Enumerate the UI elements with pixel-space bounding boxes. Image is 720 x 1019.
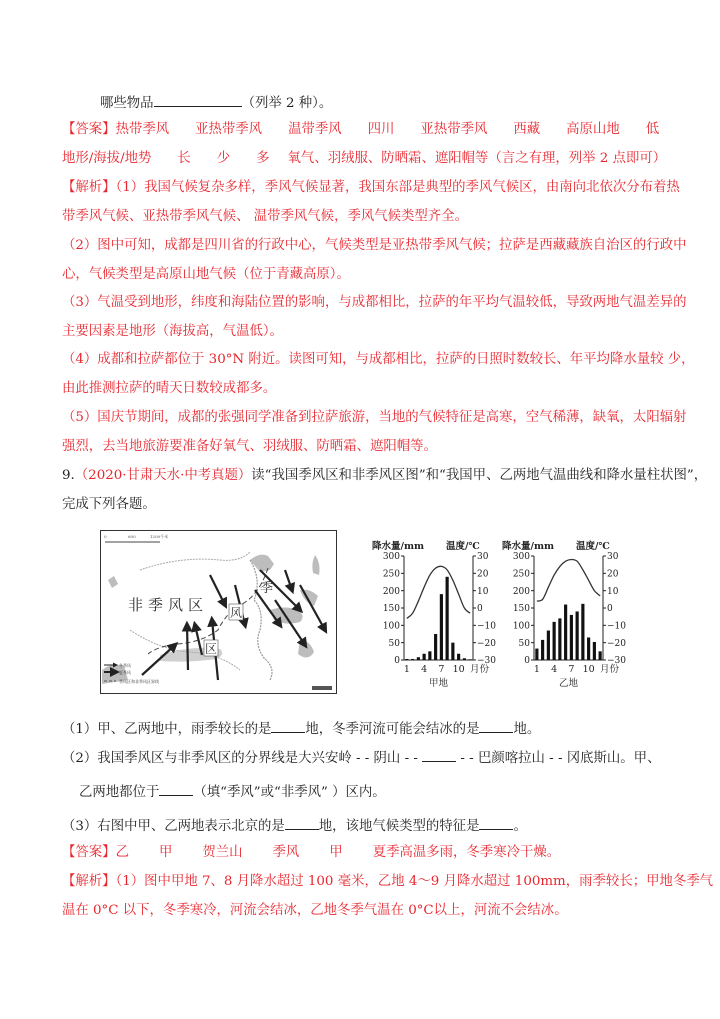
legend-winter-monsoon: 冬季风 — [119, 663, 131, 668]
x-tick-label: 1 — [533, 664, 540, 675]
answer-item: 少 — [216, 151, 231, 166]
y-tick-label-right: −20 — [477, 638, 496, 649]
precipitation-bar — [423, 654, 426, 660]
answer-item: 夏季高温多雨，冬季寒冷干燥。 — [372, 845, 561, 860]
tail-suffix: （列举 2 种）。 — [241, 96, 333, 111]
scale-label: 0 — [104, 534, 107, 539]
sub-question-text: （3）右图中甲、乙两地表示北京的是 — [62, 819, 285, 834]
prev-analysis-line — [62, 179, 680, 197]
monsoon-region-label: 风 — [230, 606, 243, 620]
analysis-text: （1）图中甲地 7、8 月降水超过 100 毫米，乙地 4～9 月降水超过 100mm，雨季较长；甲地冬季气 — [115, 874, 714, 889]
y-axis-left-label: 降水量/mm — [372, 541, 425, 552]
y-tick-label-left: 100 — [382, 621, 400, 632]
y-axis-left-label: 降水量/mm — [502, 541, 555, 552]
answer-item: 甲 — [158, 845, 173, 860]
prev-analysis-line: （2）图中可知，成都是四川省的行政中心，气候类型是亚热带季风气候；拉萨是西藏藏族自治区的行政中 — [62, 238, 687, 253]
precipitation-bar — [535, 649, 538, 660]
x-tick-label: 4 — [551, 664, 558, 675]
answer-item: 西藏 — [513, 122, 541, 137]
y-tick-label-left: 250 — [382, 569, 400, 580]
precipitation-bar — [469, 659, 472, 660]
sub-question-2 — [62, 747, 660, 768]
y-tick-label-left: 100 — [512, 621, 530, 632]
prev-analysis-line: 强烈，去当地旅游要准备好氧气、羽绒服、防晒霜、遮阳帽等。 — [62, 439, 437, 454]
analysis-text: （1）我国气候复杂多样，季风气候显著，我国东部是典型的季风气候区，由南向北依次分布着热 — [115, 180, 680, 195]
y-tick-label-left: 300 — [512, 552, 530, 563]
answer-blank — [479, 815, 513, 830]
answer-blank — [159, 781, 193, 796]
precipitation-bar — [558, 618, 561, 660]
precipitation-bar — [576, 611, 579, 660]
question-9-analysis — [62, 873, 713, 891]
prev-answer-line-1 — [62, 121, 659, 139]
precipitation-bar — [411, 659, 414, 660]
answer-label: 【答案】 — [62, 845, 116, 860]
analysis-label: 【解析】 — [62, 874, 116, 889]
chart-title: 乙地 — [558, 678, 579, 689]
question-9-analysis-2: 温在 0°C 以下，冬季寒冷，河流会结冰，乙地冬季气温在 0°C以上，河流不会结冰。 — [62, 903, 568, 918]
sub-question-text: （填“季风”或“非季风” ）区内。 — [193, 785, 386, 800]
temperature-line — [537, 559, 600, 601]
precipitation-bar — [547, 631, 550, 660]
answer-item: 贺兰山 — [202, 845, 243, 860]
answer-item: 乙 — [115, 845, 129, 860]
temperature-line — [407, 566, 470, 618]
answer-item: 甲 — [329, 845, 343, 860]
question-9-stem-2: 完成下列各题。 — [62, 497, 156, 512]
monsoon-region-label: 季 — [260, 581, 274, 596]
y-tick-label-left: 200 — [512, 586, 530, 597]
x-tick-label: 4 — [421, 664, 428, 675]
precipitation-bar — [593, 642, 596, 660]
answer-item: 高原山地 — [566, 122, 620, 137]
precipitation-bar — [564, 605, 567, 660]
map-stamp — [312, 686, 332, 690]
sub-question-text: - - 巴颜喀拉山 - - 冈底斯山。甲、 — [456, 751, 661, 766]
sub-question-1 — [62, 718, 540, 739]
monsoon-region-label: 区 — [205, 642, 218, 656]
answer-blank — [285, 815, 319, 830]
answer-item: 地形/海拔/地势 — [62, 151, 152, 166]
monsoon-region-map — [100, 530, 337, 694]
y-tick-label-right: 20 — [607, 569, 619, 580]
y-axis-right-label: 温度/℃ — [446, 541, 480, 552]
sub-question-text: 。 — [513, 819, 527, 834]
precipitation-bar — [570, 615, 573, 660]
precipitation-bar — [440, 594, 443, 660]
question-9-stem — [62, 467, 707, 485]
precipitation-bar — [417, 657, 420, 660]
sub-question-2-cont — [79, 781, 386, 802]
sub-question-text: 乙两地都位于 — [79, 785, 160, 800]
precipitation-bar — [463, 658, 466, 660]
scale-label: 1200千米 — [150, 534, 169, 539]
climate-chart-jia — [370, 538, 502, 698]
summer-monsoon-arrow — [187, 625, 188, 670]
answer-blank — [479, 718, 513, 733]
answer-item: 氧气、羽绒服、防晒霜、遮阳帽等（言之有理，列举 2 点即可） — [287, 151, 667, 166]
y-tick-label-right: 30 — [477, 552, 489, 563]
tail-text: 哪些物品 — [100, 96, 154, 111]
precipitation-bar — [553, 622, 556, 660]
y-tick-label-right: −10 — [477, 621, 496, 632]
y-tick-label-left: 50 — [518, 638, 530, 649]
prev-analysis-line: （3）气温受到地形，纬度和海陆位置的影响，与成都相比，拉萨的年平均气温较低，导致两地气温差异的 — [62, 295, 687, 310]
precipitation-bar — [587, 637, 590, 660]
precipitation-bar — [599, 651, 602, 660]
y-tick-label-right: −20 — [607, 638, 626, 649]
y-tick-label-right: 20 — [477, 569, 489, 580]
answer-item: 亚热带季风 — [195, 122, 263, 137]
question-9-answer — [62, 844, 560, 862]
y-tick-label-left: 250 — [512, 569, 530, 580]
answer-blank — [271, 718, 305, 733]
y-tick-label-right: 10 — [477, 586, 489, 597]
scale-label: 600 — [128, 534, 136, 539]
analysis-label: 【解析】 — [62, 180, 116, 195]
precipitation-bar — [428, 651, 431, 660]
x-tick-label: 10 — [452, 664, 465, 675]
sub-question-text: 地，冬季河流可能会结冰的是 — [305, 722, 480, 737]
y-tick-label-right: 0 — [477, 604, 483, 615]
prev-analysis-line: （4）成都和拉萨都位于 30°N 附近。读图可知，与成都相比，拉萨的日照时数较长、年平均降水量较 少， — [62, 352, 695, 367]
y-tick-label-left: 50 — [388, 638, 400, 649]
sub-question-text: （1）甲、乙两地中，雨季较长的是 — [62, 722, 272, 737]
answer-item: 多 — [256, 151, 270, 166]
x-tick-label: 7 — [568, 664, 575, 675]
y-tick-label-left: 0 — [524, 656, 530, 667]
answer-blank — [154, 92, 242, 107]
y-tick-label-left: 150 — [512, 604, 530, 615]
sub-question-3 — [62, 815, 527, 836]
prev-analysis-line: 心，气候类型是高原山地气候（位于青藏高原）。 — [62, 267, 350, 282]
question-source: （2020·甘肃天水·中考真题） — [74, 468, 252, 483]
x-tick-label: 1 — [403, 664, 410, 675]
x-tick-label: 10 — [582, 664, 595, 675]
answer-item: 长 — [177, 151, 191, 166]
prev-analysis-line: 带季风气候、亚热带季风气候、 温带季风气候，季风气候类型齐全。 — [62, 209, 468, 224]
precipitation-bar — [581, 604, 584, 660]
y-tick-label-right: 10 — [607, 586, 619, 597]
y-tick-label-right: −30 — [477, 656, 496, 667]
x-axis-unit: 月份 — [470, 664, 490, 675]
x-tick-label: 7 — [438, 664, 445, 675]
y-tick-label-left: 0 — [394, 656, 400, 667]
y-tick-label-right: 0 — [607, 604, 613, 615]
y-tick-label-left: 300 — [382, 552, 400, 563]
legend-boundary: 季风区和非季风区界线 — [119, 679, 159, 684]
y-tick-label-right: −10 — [607, 621, 626, 632]
y-tick-label-left: 200 — [382, 586, 400, 597]
precipitation-bar — [541, 640, 544, 660]
answer-item: 低 — [645, 122, 660, 137]
prev-answer-line-2 — [62, 150, 666, 168]
answer-label: 【答案】 — [62, 122, 116, 137]
prev-analysis-line: 由此推测拉萨的晴天日数较成都多。 — [62, 381, 277, 396]
answer-item: 温带季风 — [288, 122, 342, 137]
answer-item: 亚热带季风 — [420, 122, 488, 137]
sub-question-text: （2）我国季风区与非季风区的分界线是大兴安岭 - - 阴山 - - — [62, 751, 423, 766]
y-tick-label-right: 30 — [607, 552, 619, 563]
answer-blank — [422, 747, 456, 762]
precipitation-bar — [446, 577, 449, 660]
answer-item: 热带季风 — [115, 122, 170, 137]
y-tick-label-right: −30 — [607, 656, 626, 667]
non-monsoon-region-label: 非季风区 — [128, 596, 209, 614]
answer-item: 四川 — [367, 122, 395, 137]
precipitation-bar — [457, 654, 460, 660]
answer-item: 季风 — [272, 845, 300, 860]
legend-summer-monsoon: 夏季风 — [119, 670, 131, 675]
prev-question-tail — [100, 92, 332, 113]
precipitation-bar — [405, 659, 408, 660]
climate-chart-yi — [500, 538, 632, 698]
prev-analysis-line: 主要因素是地形（海拔高，气温低）。 — [62, 324, 283, 339]
y-axis-right-label: 温度/℃ — [576, 541, 610, 552]
question-number: 9. — [62, 468, 75, 483]
precipitation-bar — [451, 643, 454, 660]
sub-question-text: 地。 — [513, 722, 541, 737]
precipitation-bar — [434, 634, 437, 660]
question-stem: 读“我国季风区和非季风区图”和“我国甲、乙两地气温曲线和降水量柱状图”， — [251, 468, 708, 483]
sub-question-text: 地，该地气候类型的特征是 — [318, 819, 480, 834]
x-axis-unit: 月份 — [600, 664, 620, 675]
prev-analysis-line: （5）国庆节期间，成都的张强同学准备到拉萨旅游，当地的气候特征是高寒，空气稀薄，缺氧，太阳辐射 — [62, 410, 687, 425]
chart-title: 甲地 — [428, 678, 449, 689]
y-tick-label-left: 150 — [382, 604, 400, 615]
